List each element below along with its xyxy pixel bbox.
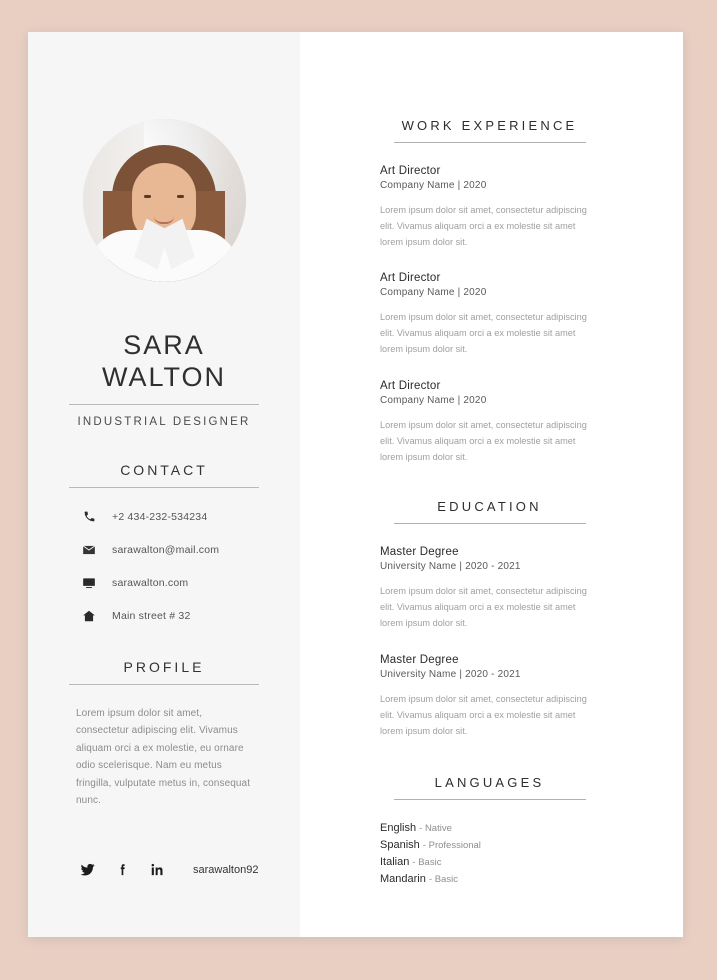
language-item: [380, 856, 631, 868]
work-title: Art Director: [380, 379, 441, 392]
education-heading: EDUCATION: [437, 499, 542, 515]
work-experience-section: [348, 118, 631, 465]
work-body: Lorem ipsum dolor sit amet, consectetur adipiscing elit. Vivamus aliquam orci a ex molestie sit amet lorem ipsum dolor sit.: [380, 419, 587, 462]
education-subtitle: University Name | 2020 - 2021: [380, 668, 521, 680]
contact-phone[interactable]: [78, 508, 274, 526]
contact-address[interactable]: [78, 607, 274, 625]
profile-heading: PROFILE: [123, 658, 205, 675]
work-experience-heading: WORK EXPERIENCE: [401, 118, 578, 133]
languages-section: [348, 775, 631, 885]
website-icon: [78, 574, 100, 592]
language-level: - Basic: [412, 857, 442, 869]
candidate-role: INDUSTRIAL DESIGNER: [77, 415, 251, 428]
candidate-first-name: SARA: [123, 330, 205, 360]
portrait-eye-right: [177, 195, 184, 198]
education-section: [348, 499, 631, 739]
language-name: Spanish: [380, 839, 420, 852]
education-title: Master Degree: [380, 653, 459, 666]
twitter-icon[interactable]: [80, 862, 95, 877]
work-subtitle: Company Name | 2020: [380, 287, 487, 299]
resume-sidebar: [28, 32, 300, 937]
language-level: - Native: [419, 823, 452, 835]
contact-list: [54, 508, 274, 625]
language-item: [380, 822, 631, 834]
contact-email-value: sarawalton@mail.com: [112, 543, 220, 556]
work-body: Lorem ipsum dolor sit amet, consectetur adipiscing elit. Vivamus aliquam orci a ex molestie sit amet lorem ipsum dolor sit.: [380, 312, 587, 355]
profile-photo: [83, 119, 246, 282]
language-name: Mandarin: [380, 873, 426, 886]
language-name: English: [380, 822, 417, 835]
work-entry: [348, 380, 631, 465]
contact-website-value: sarawalton.com: [112, 576, 189, 589]
work-subtitle: Company Name | 2020: [380, 180, 487, 191]
language-item: [380, 839, 631, 851]
education-body: Lorem ipsum dolor sit amet, consectetur adipiscing elit. Vivamus aliquam orci a ex molestie sit amet lorem ipsum dolor sit.: [380, 586, 587, 629]
work-title: Art Director: [380, 272, 441, 285]
work-body: Lorem ipsum dolor sit amet, consectetur adipiscing elit. Vivamus aliquam orci a ex molestie sit amet lorem ipsum dolor sit.: [380, 205, 587, 247]
education-title: Master Degree: [380, 546, 459, 559]
work-entry: [348, 272, 631, 357]
candidate-name: [54, 330, 274, 394]
languages-heading: LANGUAGES: [434, 775, 545, 791]
phone-icon: [78, 508, 100, 526]
contact-website[interactable]: [78, 574, 274, 592]
social-links: [80, 862, 258, 877]
contact-section: [54, 462, 274, 625]
contact-email[interactable]: [78, 541, 274, 559]
name-divider: [69, 404, 259, 405]
profile-text: Lorem ipsum dolor sit amet, consectetur adipiscing elit. Vivamus aliquam orci a ex molestie, eu ornare odio scelerisque. Nam eu metus fringilla, vulputate metus in, consequat nunc.: [76, 707, 251, 807]
work-subtitle: Company Name | 2020: [380, 394, 487, 406]
language-item: [380, 873, 631, 885]
profile-divider: [69, 684, 259, 685]
facebook-icon[interactable]: [115, 862, 130, 877]
language-level: - Professional: [422, 840, 481, 852]
social-handle: sarawalton92: [193, 863, 259, 876]
education-entry: [348, 654, 631, 739]
work-entry: [348, 165, 631, 250]
contact-phone-value: +2 434-232-534234: [112, 510, 208, 523]
resume-main: [300, 32, 683, 937]
languages-list: [348, 822, 631, 885]
resume-page: [28, 32, 683, 937]
education-divider: [394, 523, 586, 524]
linkedin-icon[interactable]: [150, 862, 165, 877]
languages-divider: [394, 799, 586, 800]
contact-heading: CONTACT: [120, 461, 208, 478]
profile-section: [54, 659, 274, 810]
language-name: Italian: [380, 856, 410, 869]
education-subtitle: University Name | 2020 - 2021: [380, 561, 521, 573]
contact-address-value: Main street # 32: [112, 609, 191, 622]
portrait-eye-left: [144, 195, 151, 198]
education-entry: [348, 546, 631, 631]
email-icon: [78, 541, 100, 559]
contact-divider: [69, 487, 259, 488]
work-title: Art Director: [380, 165, 441, 177]
education-body: Lorem ipsum dolor sit amet, consectetur adipiscing elit. Vivamus aliquam orci a ex molestie sit amet lorem ipsum dolor sit.: [380, 693, 587, 736]
address-icon: [78, 607, 100, 625]
work-divider: [394, 142, 586, 143]
candidate-last-name: WALTON: [101, 361, 226, 392]
language-level: - Basic: [428, 874, 458, 886]
